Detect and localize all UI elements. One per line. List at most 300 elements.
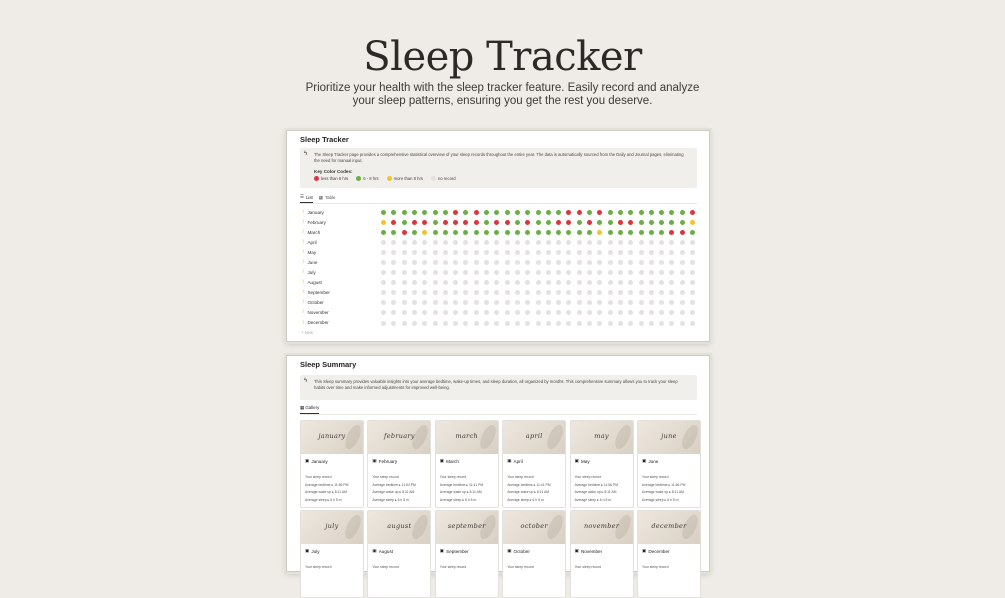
tab-gallery[interactable] <box>300 405 319 414</box>
day-dot <box>546 270 551 275</box>
day-dot <box>402 210 407 215</box>
day-dot <box>639 230 644 235</box>
tracker-title: Sleep Tracker <box>300 135 349 144</box>
day-dot <box>463 310 468 315</box>
day-dot <box>566 321 571 326</box>
day-dot <box>391 250 396 255</box>
cover-script: november <box>583 522 620 530</box>
day-dot <box>639 260 644 265</box>
month-list <box>300 208 697 329</box>
day-dot <box>690 290 695 295</box>
day-dots <box>381 280 697 286</box>
day-dots <box>381 230 697 236</box>
day-dots <box>381 310 697 316</box>
cover-script: june <box>661 432 677 440</box>
day-dot <box>494 230 499 235</box>
card-stat-line: Your sleep record <box>574 565 602 569</box>
day-dot <box>525 250 530 255</box>
day-dot <box>628 290 633 295</box>
card-stat-line: Your sleep record <box>642 475 669 479</box>
day-dots <box>381 300 697 306</box>
day-dot <box>556 310 561 315</box>
day-dot <box>391 260 396 265</box>
gallery-card[interactable] <box>637 420 701 508</box>
card-month: April <box>513 458 523 464</box>
day-dot <box>597 230 602 235</box>
month-label: April <box>307 239 317 245</box>
day-dot <box>525 300 530 305</box>
day-dot <box>690 260 695 265</box>
tab-label: Table <box>324 195 336 200</box>
day-dot <box>402 310 407 315</box>
day-dot <box>618 321 623 326</box>
month-label: July <box>307 269 316 275</box>
calendar-icon: ▣ <box>507 548 512 553</box>
day-dot <box>546 290 551 295</box>
day-dot <box>515 321 520 326</box>
day-dot <box>556 321 561 326</box>
day-dot <box>639 240 644 245</box>
day-dot <box>639 220 644 225</box>
day-dot <box>639 210 644 215</box>
day-dot <box>649 290 654 295</box>
day-dot <box>587 310 592 315</box>
green-dot-icon <box>356 176 361 181</box>
month-row[interactable] <box>300 208 697 218</box>
day-dot <box>587 321 592 326</box>
day-dot <box>494 310 499 315</box>
day-dot <box>443 260 448 265</box>
day-dot <box>669 321 674 326</box>
day-dot <box>536 290 541 295</box>
day-dot <box>608 280 613 285</box>
day-dot <box>525 230 530 235</box>
card-cover <box>571 511 633 544</box>
day-dot <box>474 300 479 305</box>
day-dot <box>381 321 386 326</box>
red-dot-icon <box>314 176 319 181</box>
day-dot <box>659 280 664 285</box>
day-dot <box>608 290 613 295</box>
day-dots <box>381 290 697 296</box>
day-dot <box>536 310 541 315</box>
day-dot <box>690 270 695 275</box>
yellow-dot-icon <box>387 176 392 181</box>
month-row[interactable] <box>300 278 697 288</box>
gallery-card[interactable] <box>502 510 566 598</box>
day-dot <box>577 260 582 265</box>
day-dot <box>525 220 530 225</box>
card-stat-line: Average sleep ▸ 6 h 5 m <box>507 497 544 502</box>
gallery-card[interactable] <box>300 420 364 508</box>
moon-icon: ☽ <box>300 269 305 276</box>
day-dot <box>566 280 571 285</box>
cover-script: february <box>384 432 415 440</box>
day-dot <box>536 270 541 275</box>
card-title <box>642 548 670 554</box>
month-label: October <box>307 299 324 305</box>
day-dot <box>433 300 438 305</box>
day-dot <box>463 300 468 305</box>
day-dot <box>556 270 561 275</box>
day-dot <box>484 270 489 275</box>
day-dot <box>422 321 427 326</box>
day-dot <box>628 270 633 275</box>
key-color-legend <box>314 176 456 181</box>
day-dot <box>412 310 417 315</box>
day-dot <box>597 210 602 215</box>
gallery-card[interactable] <box>367 420 431 508</box>
day-dot <box>577 321 582 326</box>
card-stats <box>507 474 550 504</box>
day-dot <box>556 250 561 255</box>
grey-dot-icon <box>431 176 436 181</box>
day-dot <box>587 250 592 255</box>
day-dot <box>556 290 561 295</box>
gallery-card[interactable] <box>637 510 701 598</box>
day-dot <box>443 230 448 235</box>
card-cover <box>638 421 700 454</box>
day-dot <box>381 290 386 295</box>
day-dot <box>381 220 386 225</box>
day-dot <box>422 260 427 265</box>
cover-script: july <box>325 522 339 530</box>
day-dot <box>577 290 582 295</box>
day-dot <box>463 210 468 215</box>
card-title <box>372 548 393 554</box>
card-title <box>575 548 603 554</box>
day-dot <box>474 240 479 245</box>
card-title <box>575 458 590 464</box>
day-dot <box>453 240 458 245</box>
day-dot <box>649 250 654 255</box>
month-row[interactable] <box>300 258 697 268</box>
sleep-tracker-panel <box>286 130 710 342</box>
day-dot <box>453 321 458 326</box>
day-dot <box>422 290 427 295</box>
day-dot <box>412 260 417 265</box>
card-month: October <box>513 548 530 554</box>
day-dot <box>525 260 530 265</box>
day-dot <box>618 260 623 265</box>
day-dot <box>546 300 551 305</box>
day-dot <box>412 300 417 305</box>
new-button[interactable]: + New <box>301 330 313 335</box>
month-row[interactable] <box>300 298 697 308</box>
day-dot <box>515 310 520 315</box>
day-dot <box>494 250 499 255</box>
day-dot <box>391 220 396 225</box>
month-row[interactable] <box>300 238 697 248</box>
card-cover <box>638 511 700 544</box>
day-dot <box>525 310 530 315</box>
day-dot <box>669 280 674 285</box>
month-name <box>300 259 317 265</box>
month-label: January <box>307 209 324 215</box>
month-label: August <box>307 279 322 285</box>
card-stat-line: Your sleep record <box>372 565 399 569</box>
month-name <box>300 289 330 295</box>
month-row[interactable] <box>300 268 697 278</box>
day-dot <box>474 310 479 315</box>
tracker-description: The Sleep Tracker page provides a comprehensive statistical overview of your sleep records throughout the entire year. The data is automatically sourced from the Daily and Journal pages, eliminating the need for manual input. <box>314 152 684 163</box>
calendar-icon: ▣ <box>439 548 445 553</box>
day-dot <box>536 300 541 305</box>
subtitle-line-1: Prioritize your health with the sleep tracker feature. Easily record and analyze <box>305 82 700 94</box>
table-icon: ▦ <box>318 194 323 200</box>
day-dot <box>618 300 623 305</box>
calendar-icon: ▣ <box>642 458 647 463</box>
day-dot <box>536 250 541 255</box>
day-dot <box>505 260 510 265</box>
day-dot <box>618 310 623 315</box>
day-dot <box>515 250 520 255</box>
day-dot <box>628 230 633 235</box>
month-name <box>300 269 316 275</box>
day-dot <box>525 240 530 245</box>
card-stat-line: Your sleep record <box>439 475 467 479</box>
day-dot <box>587 270 592 275</box>
day-dot <box>597 240 602 245</box>
month-row[interactable] <box>300 248 697 258</box>
day-dot <box>381 300 386 305</box>
card-stat-line: Average sleep ▸ 6 h 5 m <box>439 497 477 502</box>
day-dot <box>484 210 489 215</box>
day-dot <box>639 310 644 315</box>
month-row[interactable] <box>300 319 697 329</box>
day-dot <box>628 300 633 305</box>
day-dot <box>566 310 571 315</box>
day-dot <box>412 230 417 235</box>
day-dot <box>422 280 427 285</box>
day-dot <box>474 280 479 285</box>
day-dot <box>505 270 510 275</box>
day-dot <box>433 260 438 265</box>
divider <box>300 203 697 204</box>
day-dot <box>546 280 551 285</box>
day-dot <box>433 230 438 235</box>
day-dot <box>484 290 489 295</box>
card-cover <box>436 421 498 454</box>
month-row[interactable] <box>300 288 697 298</box>
day-dot <box>669 220 674 225</box>
day-dot <box>690 300 695 305</box>
tab-table[interactable] <box>319 194 336 203</box>
day-dot <box>433 250 438 255</box>
day-dot <box>680 240 685 245</box>
day-dot <box>433 270 438 275</box>
day-dot <box>577 270 582 275</box>
day-dot <box>443 210 448 215</box>
day-dot <box>680 280 685 285</box>
day-dot <box>690 250 695 255</box>
day-dot <box>381 310 386 315</box>
card-title <box>642 458 658 464</box>
key-label: no record <box>437 176 456 181</box>
day-dot <box>587 210 592 215</box>
day-dot <box>412 240 417 245</box>
day-dot <box>391 280 396 285</box>
day-dot <box>680 230 685 235</box>
day-dot <box>608 210 613 215</box>
month-row[interactable] <box>300 228 697 238</box>
day-dot <box>618 220 623 225</box>
gallery-icon: ▦ <box>300 405 306 410</box>
month-name <box>300 209 324 215</box>
day-dot <box>680 310 685 315</box>
cover-script: april <box>525 432 543 440</box>
day-dot <box>536 280 541 285</box>
day-dot <box>463 260 468 265</box>
card-cover <box>436 511 498 544</box>
day-dot <box>649 230 654 235</box>
day-dot <box>659 270 664 275</box>
day-dot <box>659 310 664 315</box>
day-dot <box>453 220 458 225</box>
day-dot <box>453 250 458 255</box>
day-dot <box>577 240 582 245</box>
day-dot <box>628 220 633 225</box>
cover-script: september <box>447 522 486 530</box>
card-stat-line: Average bedtime ▸ 11:54 PM <box>372 482 416 487</box>
calendar-icon: ▣ <box>507 458 512 463</box>
day-dot <box>680 220 685 225</box>
day-dot <box>443 270 448 275</box>
cover-script: may <box>594 432 609 440</box>
day-dot <box>649 280 654 285</box>
tab-list[interactable] <box>300 194 313 203</box>
day-dot <box>597 270 602 275</box>
calendar-icon: ▣ <box>305 458 310 463</box>
card-stat-line: Your sleep record <box>372 475 399 479</box>
gallery-card[interactable] <box>502 420 566 508</box>
day-dot <box>515 300 520 305</box>
day-dot <box>618 230 623 235</box>
gallery-card[interactable] <box>435 510 499 598</box>
day-dot <box>566 250 571 255</box>
key-item <box>314 176 348 181</box>
key-label: more than 8 hrs <box>393 176 423 181</box>
month-row[interactable] <box>300 218 697 228</box>
gallery-card[interactable] <box>300 510 364 598</box>
day-dot <box>381 280 386 285</box>
card-stat-line: Average wake up ▸ 8:11 AM <box>507 490 550 494</box>
day-dot <box>577 300 582 305</box>
day-dot <box>474 230 479 235</box>
day-dot <box>505 321 510 326</box>
day-dot <box>391 300 396 305</box>
day-dot <box>515 230 520 235</box>
month-row[interactable] <box>300 308 697 318</box>
key-color-title: Key Color Codes: <box>314 169 353 174</box>
day-dot <box>463 270 468 275</box>
day-dot <box>494 280 499 285</box>
day-dot <box>402 280 407 285</box>
day-dot <box>690 220 695 225</box>
day-dot <box>505 230 510 235</box>
day-dot <box>505 220 510 225</box>
day-dot <box>577 230 582 235</box>
card-month: September <box>446 548 469 554</box>
page-subtitle <box>0 82 1005 108</box>
day-dots <box>381 220 697 226</box>
day-dot <box>669 270 674 275</box>
day-dot <box>639 280 644 285</box>
day-dot <box>628 250 633 255</box>
moon-icon: ☽ <box>300 239 305 246</box>
day-dot <box>443 280 448 285</box>
day-dots <box>381 210 697 216</box>
gallery-card[interactable] <box>570 420 634 508</box>
gallery-card[interactable] <box>367 510 431 598</box>
day-dot <box>381 250 386 255</box>
day-dot <box>690 230 695 235</box>
day-dot <box>659 300 664 305</box>
card-month: March <box>446 458 459 464</box>
day-dot <box>381 230 386 235</box>
cover-script: august <box>387 522 412 530</box>
month-name <box>300 219 326 225</box>
month-label: March <box>307 229 321 235</box>
calendar-icon: ▣ <box>372 548 377 553</box>
day-dot <box>422 240 427 245</box>
card-stat-line: Average wake up ▸ 8:11 AM <box>305 490 347 494</box>
day-dot <box>422 220 427 225</box>
day-dot <box>463 220 468 225</box>
day-dot <box>515 240 520 245</box>
day-dot <box>546 260 551 265</box>
day-dot <box>649 210 654 215</box>
day-dot <box>422 300 427 305</box>
month-label: November <box>307 309 329 315</box>
day-dot <box>412 210 417 215</box>
day-dot <box>556 260 561 265</box>
day-dot <box>484 321 489 326</box>
day-dot <box>649 300 654 305</box>
day-dot <box>556 300 561 305</box>
card-month: June <box>648 458 659 464</box>
day-dot <box>659 250 664 255</box>
card-title <box>507 458 523 464</box>
day-dot <box>577 280 582 285</box>
gallery-card[interactable] <box>435 420 499 508</box>
day-dot <box>649 260 654 265</box>
sleep-summary-panel <box>286 355 710 572</box>
card-stat-line: Average wake up ▸ 8:11 AM <box>642 490 684 494</box>
summary-callout <box>300 375 697 400</box>
day-dot <box>381 260 386 265</box>
day-dot <box>402 290 407 295</box>
moon-icon: ☽ <box>300 319 305 326</box>
day-dot <box>536 210 541 215</box>
day-dot <box>525 290 530 295</box>
moon-icon: ☽ <box>300 259 305 266</box>
day-dot <box>669 310 674 315</box>
card-title <box>305 548 320 554</box>
card-stats <box>305 474 348 504</box>
day-dot <box>463 240 468 245</box>
page-title: Sleep Tracker <box>363 34 642 80</box>
gallery-card[interactable] <box>570 510 634 598</box>
card-stats <box>642 564 668 572</box>
day-dot <box>484 220 489 225</box>
view-tabs <box>300 194 335 203</box>
month-name <box>300 249 316 255</box>
month-name <box>300 299 324 305</box>
card-stat-line: Your sleep record <box>642 565 669 569</box>
day-dots <box>381 250 697 256</box>
day-dot <box>525 280 530 285</box>
